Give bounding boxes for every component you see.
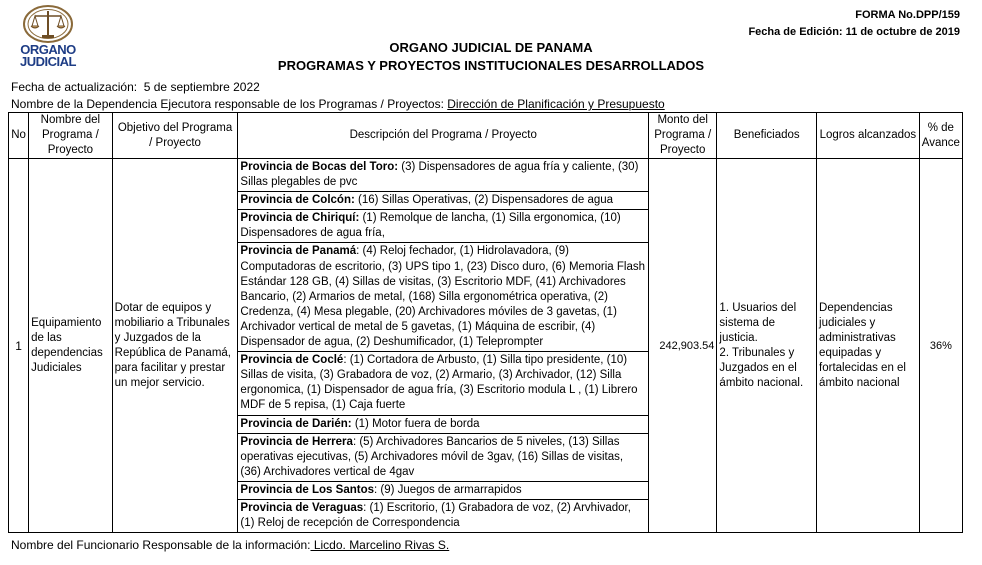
header-beneficiados: Beneficiados bbox=[717, 113, 817, 159]
beneficiary-2: 2. Tribunales y Juzgados en el ámbito nacional. bbox=[719, 346, 804, 389]
province-label: Provincia de Los Santos bbox=[240, 483, 374, 496]
organo-judicial-logo bbox=[10, 4, 86, 69]
header-descripcion: Descripción del Programa / Proyecto bbox=[238, 113, 649, 159]
row-number: 1 bbox=[9, 159, 29, 533]
programs-table bbox=[8, 112, 963, 533]
province-item bbox=[238, 482, 648, 500]
dependency-line bbox=[11, 97, 665, 111]
edit-date bbox=[748, 26, 960, 38]
province-text: : (9) Juegos de armarrapidos bbox=[374, 483, 522, 496]
form-number: FORMA No.DPP/159 bbox=[855, 9, 960, 21]
province-label: Provincia de Darién: bbox=[240, 417, 352, 430]
beneficiary-1: 1. Usuarios del sistema de justicia. bbox=[719, 301, 797, 344]
edit-date-value: 11 de octubre de 2019 bbox=[845, 26, 960, 38]
program-amount: 242,903.54 bbox=[649, 159, 717, 533]
beneficiaries bbox=[717, 159, 817, 533]
justice-seal-icon bbox=[16, 4, 80, 44]
province-item bbox=[238, 192, 648, 210]
province-text: : (5) Archivadores Bancarios de 5 niveles, (13) Sillas operativas ejecutivas, (5) Archivadores móvil de 3gav, (16) Sillas de visitas, (36) Archivadores vertical de 4gav bbox=[240, 435, 624, 478]
program-name: Equipamiento de las dependencias Judiciales bbox=[29, 159, 113, 533]
header-objetivo: Objetivo del Programa / Proyecto bbox=[112, 113, 238, 159]
achievements: Dependencias judiciales y administrativas equipadas y fortalecidas en el ámbito nacional bbox=[817, 159, 920, 533]
responsible-name: Licdo. Marcelino Rivas S. bbox=[310, 538, 450, 552]
header-avance: % de Avance bbox=[919, 113, 962, 159]
table-header-row bbox=[9, 113, 963, 159]
header-no: No bbox=[9, 113, 29, 159]
responsible-label: Nombre del Funcionario Responsable de la información: bbox=[11, 538, 311, 552]
dependency-value: Dirección de Planificación y Presupuesto bbox=[447, 97, 665, 111]
document-subtitle: PROGRAMAS Y PROYECTOS INSTITUCIONALES DESARROLLADOS bbox=[277, 58, 705, 73]
province-label: Provincia de Veraguas bbox=[240, 501, 364, 514]
header-monto: Monto del Programa / Proyecto bbox=[649, 113, 717, 159]
dependency-label: Nombre de la Dependencia Ejecutora responsable de los Programas / Proyectos: bbox=[11, 97, 444, 111]
progress-percent: 36% bbox=[919, 159, 962, 533]
responsible-official-line bbox=[11, 538, 449, 552]
table-row bbox=[9, 159, 963, 533]
edit-date-label: Fecha de Edición: bbox=[748, 26, 843, 38]
province-item bbox=[238, 352, 648, 415]
program-description bbox=[238, 159, 649, 533]
logo-text-organo: ORGANO bbox=[20, 42, 76, 57]
province-text: (1) Motor fuera de borda bbox=[351, 417, 480, 430]
update-date-value: 5 de septiembre 2022 bbox=[143, 80, 260, 94]
province-item bbox=[238, 416, 648, 434]
province-text: (16) Sillas Operativas, (2) Dispensadores de agua bbox=[354, 194, 614, 207]
province-text: (3) Dispensadores de agua fría y caliente, (30) Sillas plegables de pvc bbox=[240, 161, 639, 189]
header-logros: Logros alcanzados bbox=[817, 113, 920, 159]
update-date-label: Fecha de actualización: bbox=[11, 80, 138, 94]
province-text: : (1) Cortadora de Arbusto, (1) Silla tipo presidente, (10) Sillas de visita, (3) Grabadora de voz, (2) Armario, (3) Archivador, (12) Silla ergonomica, (1) Dispensador de agua fría, (3) Escritorio modula L , (1) Librero MDF de 5 repisa, (1) Caja fuerte bbox=[240, 354, 638, 412]
document-title: ORGANO JUDICIAL DE PANAMA bbox=[389, 40, 593, 55]
province-item bbox=[238, 434, 648, 482]
province-label: Provincia de Herrera bbox=[240, 435, 353, 448]
province-item bbox=[238, 500, 648, 532]
update-date-line bbox=[11, 80, 260, 94]
province-text: : (4) Reloj fechador, (1) Hidrolavadora, (9) Computadoras de escritorio, (3) UPS tipo 1, (23) Disco duro, (6) Memoria Flash Estándar 128 GB, (4) Sillas de visitas, (3) Escritorio MDF, (41) Archivadores Bancario, (2) Armarios de metal, (168) Silla ergonométrica operativa, (2) Credenza, (4) Mesa plegable, (20) Archivadores móviles de 3 gavetas, (1) Archivador vertical de metal de 5 gavetas, (1) Máquina de escribir, (4) Dispensador de agua, (2) Deshumificador, (1) Teleprompter bbox=[240, 245, 645, 349]
province-text: : (1) Escritorio, (1) Grabadora de voz, (2) Arvhivador, (1) Reloj de recepción de Correspondencia bbox=[240, 501, 631, 530]
province-label: Provincia de Bocas del Toro: bbox=[240, 161, 399, 173]
program-objective: Dotar de equipos y mobiliario a Tribunales y Juzgados de la República de Panamá, para facilitar y prestar un mejor servicio. bbox=[112, 159, 238, 533]
province-label: Provincia de Panamá bbox=[240, 245, 357, 258]
province-list bbox=[238, 159, 648, 532]
province-text: (1) Remolque de lancha, (1) Silla ergonomica, (10) Dispensadores de agua fría, bbox=[240, 212, 621, 240]
province-label: Provincia de Coclé bbox=[240, 354, 344, 367]
province-label: Provincia de Colcón: bbox=[240, 194, 355, 207]
province-item bbox=[238, 159, 648, 192]
province-item bbox=[238, 243, 648, 352]
logo-text-judicial: JUDICIAL bbox=[20, 54, 76, 69]
header-nombre: Nombre del Programa / Proyecto bbox=[29, 113, 113, 159]
province-item bbox=[238, 210, 648, 243]
province-label: Provincia de Chiriquí: bbox=[240, 212, 360, 225]
